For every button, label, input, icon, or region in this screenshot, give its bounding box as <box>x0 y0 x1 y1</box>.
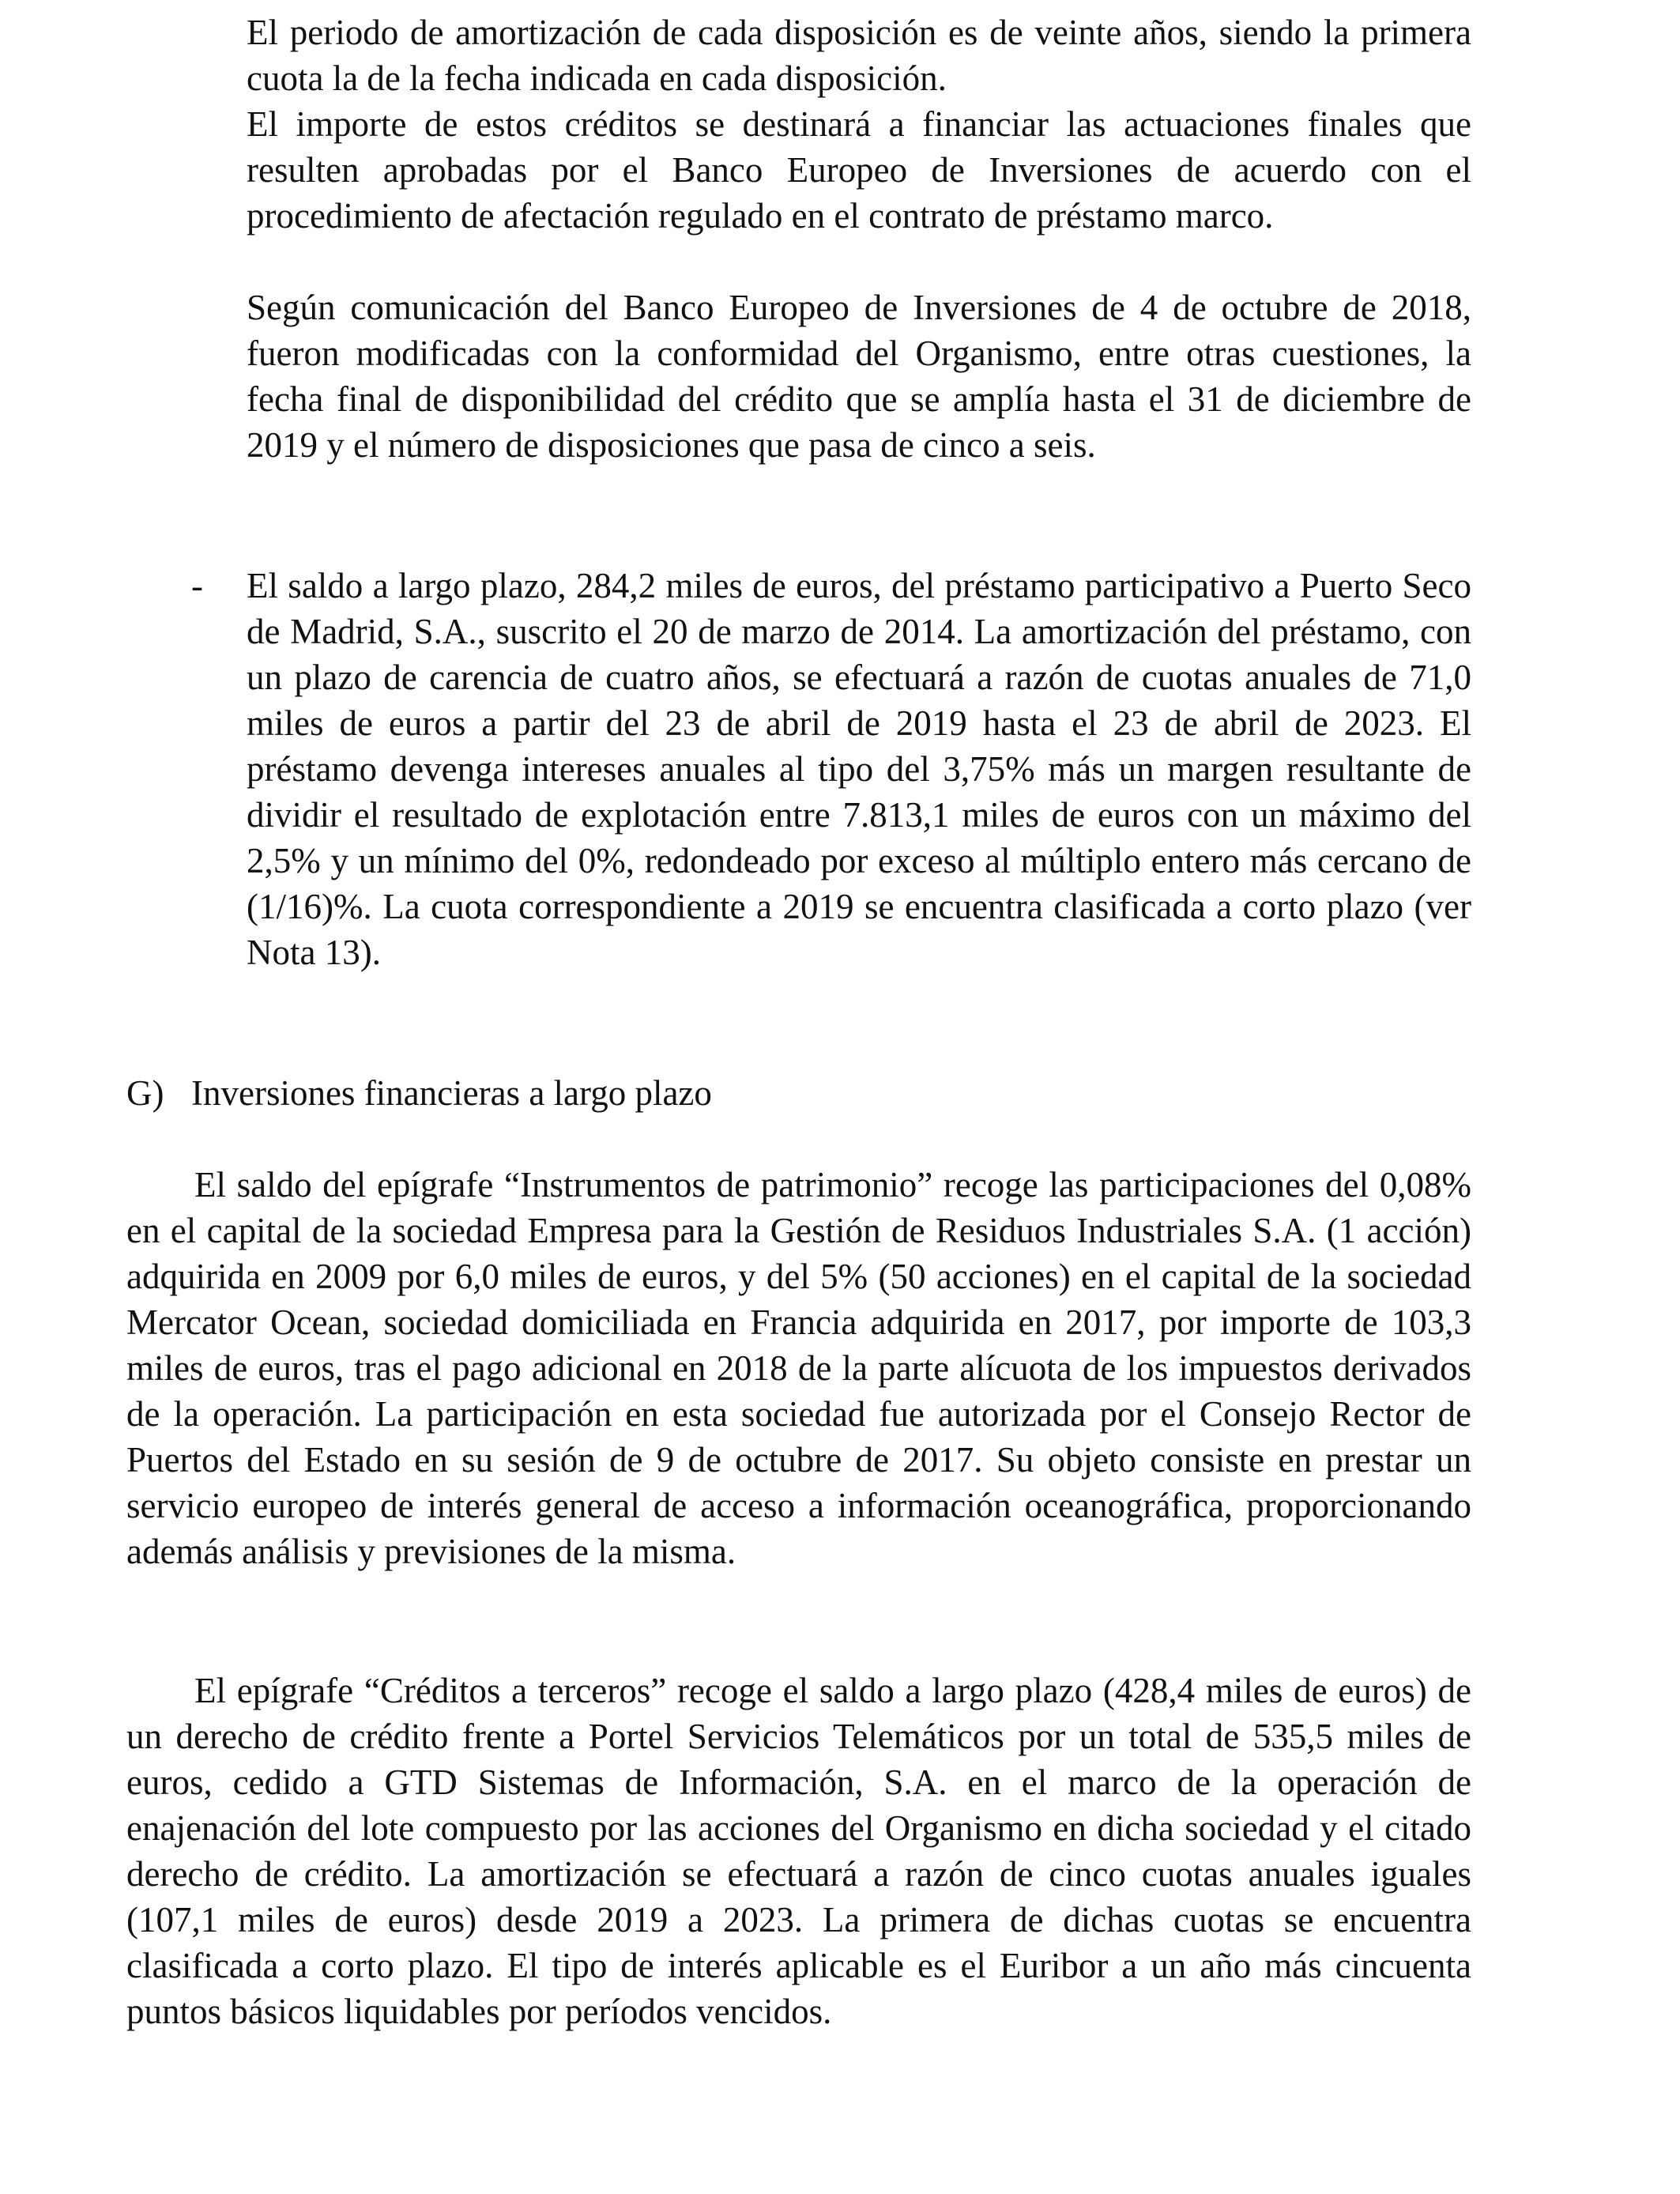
paragraph-participative-loan: El saldo a largo plazo, 284,2 miles de euros, del préstamo participativo a Puerto Seco de Madrid, S.A., suscrito el 20 de marzo de 2014. La amortización del préstamo, con un plazo de carencia de cuatro años, se efectuará a razón de cuotas anuales de 71,0 miles de euros a partir del 23 de abril de 2019 hasta el 23 de abril de 2023. El préstamo devenga intereses anuales al tipo del 3,75% más un margen resultante de dividir el resultado de explotación entre 7.813,1 miles de euros con un máximo del 2,5% y un mínimo del 0%, redondeado por exceso al múltiplo entero más cercano de (1/16)%. La cuota correspondiente a 2019 se encuentra clasificada a corto plazo (ver Nota 13). <box>247 566 1471 972</box>
paragraph-third-party-credits: El epígrafe “Créditos a terceros” recoge el saldo a largo plazo (428,4 miles de euros) de un derecho de crédito frente a Portel Servicios Telemáticos por un total de 535,5 miles de euros, cedido a GTD Sistemas de Información, S.A. en el marco de la operación de enajenación del lote compuesto por las acciones del Organismo en dicha sociedad y el citado derecho de crédito. La amortización se efectuará a razón de cinco cuotas anuales iguales (107,1 miles de euros) desde 2019 a 2023. La primera de dichas cuotas se encuentra clasificada a corto plazo. El tipo de interés aplicable es el Euribor a un año más cincuenta puntos básicos liquidables por períodos vencidos. <box>126 1671 1471 2031</box>
paragraph-credit-purpose: El importe de estos créditos se destinará a financiar las actuaciones finales que resulten aprobadas por el Banco Europeo de Inversiones de acuerdo con el procedimiento de afectación regulado en el contrato de préstamo marco. <box>247 104 1471 236</box>
paragraph-amortization-period: El periodo de amortización de cada disposición es de veinte años, siendo la primera cuota la de la fecha indicada en cada disposición. <box>247 13 1471 98</box>
paragraph-bei-communication: Según comunicación del Banco Europeo de Inversiones de 4 de octubre de 2018, fueron modificadas con la conformidad del Organismo, entre otras cuestiones, la fecha final de disponibilidad del crédito que se amplía hasta el 31 de diciembre de 2019 y el número de disposiciones que pasa de cinco a seis. <box>247 288 1471 465</box>
section-letter: G) <box>126 1073 164 1113</box>
section-title: Inversiones financieras a largo plazo <box>191 1073 712 1113</box>
section-heading-g <box>126 1070 712 1116</box>
bullet-dash: - <box>191 566 203 605</box>
paragraph-equity-instruments: El saldo del epígrafe “Instrumentos de patrimonio” recoge las participaciones del 0,08% en el capital de la sociedad Empresa para la Gestión de Residuos Industriales S.A. (1 acción) adquirida en 2009 por 6,0 miles de euros, y del 5% (50 acciones) en el capital de la sociedad Mercator Ocean, sociedad domiciliada en Francia adquirida en 2017, por importe de 103,3 miles de euros, tras el pago adicional en 2018 de la parte alícuota de los impuestos derivados de la operación. La participación en esta sociedad fue autorizada por el Consejo Rector de Puertos del Estado en su sesión de 9 de octubre de 2017. Su objeto consiste en prestar un servicio europeo de interés general de acceso a información oceanográfica, proporcionando además análisis y previsiones de la misma. <box>126 1165 1471 1571</box>
